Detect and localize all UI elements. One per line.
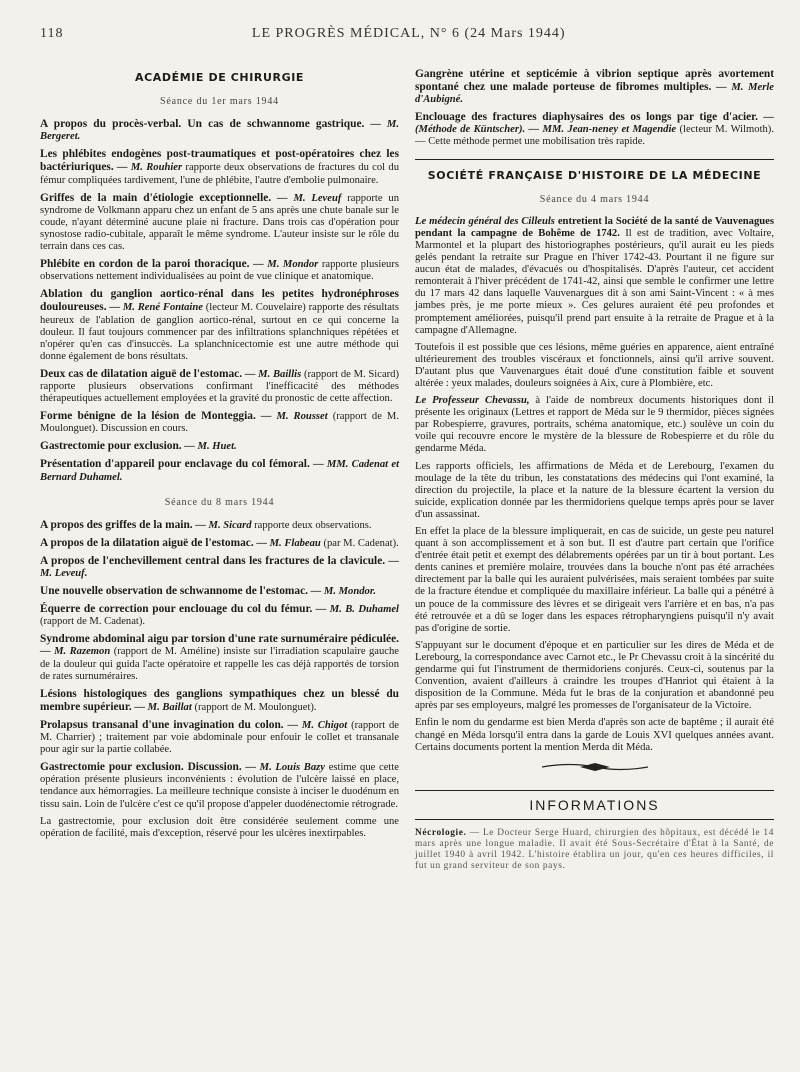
section-title-academie: ACADÉMIE DE CHIRURGIE (134, 71, 305, 84)
informations-block (415, 760, 774, 872)
necrology-text: Nécrologie. — Le Docteur Serge Huard, chirurgien des hôpitaux, est décédé le 14 mars après une longue maladie. Il avait été Sous-Secrétaire d'État à la Santé, de juillet 1940 à avril 1942. L'histoire établira un jour, qu'en ces heures difficiles, il fut un grand serviteur de son pays. (415, 827, 774, 871)
article-item: Ablation du ganglion aortico-rénal dans les petites hydronéphroses douloureuses. — M. René Fontaine (lecteur M. Couvelaire) rapporte des résultats heureux de l'ablation de ganglion aortico-rénal, surtout en ce qui concerne la douleur. Il faut toujours commencer par des infiltrations splanchniques répétées et n'opérer qu'en cas d'insuccès. La splanchnicectomie est une autre méthode qui donne également de bons résultats. (40, 288, 399, 362)
info-rule (415, 819, 774, 820)
informations-title: INFORMATIONS (529, 796, 660, 813)
info-rule (415, 790, 774, 791)
running-header (40, 26, 774, 48)
seance-date: Séance du 1er mars 1944 (160, 96, 279, 108)
paragraph: Les rapports officiels, les affirmations de Méda et de Lerebourg, l'examen du moulage de la tête du tribun, les constatations des médecins qui l'ont examiné, la direction du projectile, la place et la nature de la blessure écartent la version du suicide, explication donnée par les thermidoriens quelque temps après pour se laver d'un assassinat. (415, 460, 774, 520)
page-number: 118 (40, 26, 64, 41)
article-item: A propos du procès-verbal. Un cas de schwannome gastrique. — M. Bergeret. (40, 118, 399, 143)
seance-date: Séance du 8 mars 1944 (164, 496, 275, 508)
article-item: Phlébite en cordon de la paroi thoracique. — M. Mondor rapporte plusieurs observations nettement individualisées au point de vue clinique et anatomique. (40, 258, 399, 283)
article-item: Enclouage des fractures diaphysaires des os longs par tige d'acier. — (Méthode de Küntscher). — MM. Jean-neney et Magendie (lecteur M. Wilmoth). — Cette méthode permet une mobilisation très rapide. (415, 111, 774, 148)
ornament-icon (540, 760, 650, 774)
article-item: Gastrectomie pour exclusion. — M. Huet. (40, 440, 237, 453)
article-item: Forme bénigne de la lésion de Monteggia. — M. Rousset (rapport de M. Moulonguet). Discussion en cours. (40, 410, 399, 435)
article-item: Gastrectomie pour exclusion. Discussion. — M. Louis Bazy estime que cette opération présente plusieurs inconvénients : évolution de l'ulcère laissé en place, tendance aux hémorragies. La meilleure technique consiste à inciser le duodénum en tissu sain. Loin de l'ulcère c'est ce qu'il propose d'appeler duodénectomie rétrograde. (40, 761, 399, 810)
paragraph: Le Professeur Chevassu, à l'aide de nombreux documents historiques dont il présente les originaux (Lettres et rapport de Méda sur le 9 thermidor, pièces signées par Robespierre, gravures, portraits, schéma anatomique, etc.) soulève un coin du voile qui recouvre encore le mystère de la blessure de Robespierre et du rôle du gendarme Méda. (415, 395, 774, 455)
article-item: Les phlébites endogènes post-traumatiques et post-opératoires chez les bactériuriques. — M. Rouhier rapporte deux observations de fractures du col du fémur compliquées tardivement, l'une de phlébite, l'autre d'embolie pulmonaire. (40, 148, 399, 186)
seance-date: Séance du 4 mars 1944 (539, 193, 650, 205)
paragraph: La gastrectomie, pour exclusion doit être considérée seulement comme une opération de facilité, mais d'exception, réservé pour les ulcères inextirpables. (40, 815, 399, 839)
journal-title: LE PROGRÈS MÉDICAL, N° 6 (24 Mars 1944) (251, 26, 566, 41)
paragraph: Le médecin général des Cilleuls entretient la Société de la santé de Vauvenagues pendant la campagne de Bohême de 1742. Il est de tradition, avec Voltaire, Marmontel et la plupart des historiographes postérieurs, qu'il aurait eu les pieds gelés pendant la retraite sur Prague en l'hiver 1742-43. Pourtant il ne figure sur aucun état de malades, d'évacués ou d'hospitalisés. D'après l'auteur, cet accident remonterait à l'hiver précédent de 1741-42, ainsi que semble le confirmer une lettre du 17 mars 42 dans laquelle Vauvenargues dit à son ami Saint-Vincent : « à mes jambes près, je me porte mieux ». Ces gelures auraient été peu profondes et promptement améliorées, puisqu'il prend part ensuite à la retraite de Prague et à la campagne d'Allemagne. (415, 215, 774, 336)
ornament-divider (415, 760, 774, 774)
paragraph: Enfin le nom du gendarme est bien Merda d'après son acte de baptême ; il aurait été changé en Méda lorsqu'il entra dans la garde de Louis XVI quelques années avant. Certains documents portent la mention Merda dit Méda. (415, 717, 774, 753)
section-title-histoire: SOCIÉTÉ FRANÇAISE D'HISTOIRE DE LA MÉDECINE (427, 168, 762, 182)
article-item: Lésions histologiques des ganglions sympathiques chez un blessé du membre supérieur. — M. Baillat (rapport de M. Moulonguet). (40, 687, 399, 713)
right-column (415, 68, 774, 877)
article-item: Griffes de la main d'étiologie exceptionnelle. — M. Leveuf rapporte un syndrome de Volkmann apparu chez un enfant de 5 ans après une chute banale sur le coude, n'ayant déterminé aucune plaie ni fracture. Dans trois cas d'opération pour synostose radio-cubitale, apparaît le même syndrome. L'auteur insiste sur le rôle du terrain dans ces cas. (40, 191, 399, 253)
article-item: Une nouvelle observation de schwannome de l'estomac. — M. Mondor. (40, 585, 377, 598)
article-item: A propos des griffes de la main. — M. Sicard rapporte deux observations. (40, 518, 372, 531)
paragraph: Toutefois il est possible que ces lésions, même guéries en apparence, aient entraîné ultérieurement des troubles viscéraux et fonctionnels, ainsi qu'il arrive souvent. D'autant plus que Vauvenargues était doué d'une constitution faible et souvent altérée : yeux malades, douleurs soignées à Aix, cure à Plombière, etc. (415, 341, 774, 389)
article-item: Présentation d'appareil pour enclavage du col fémoral. — MM. Cadenat et Bernard Duhamel. (40, 458, 400, 483)
paragraph: S'appuyant sur le document d'époque et en particulier sur les dires de Méda et de Lerebourg, la correspondance avec Carnot etc., le Pr Chevassu croit à la sincérité du gendarme qui fut l'instrument de thermidoriens conjurés. Ceux-ci, soutenus par la Convention, avaient d'ailleurs à craindre les troupes d'Hanriot qui étaient à la disposition de la Commune. Méda fut le bras de la conjuration et abandonné peu après par ses employeurs, malgré les promesses de l'organisateur de la Victoire. (415, 639, 774, 712)
article-item: A propos de l'enchevillement central dans les fractures de la clavicule. — M. Leveuf. (40, 554, 399, 579)
paragraph: En effet la place de la blessure impliquerait, en cas de suicide, un geste peu naturel quant à son accomplissement et à son but. Il est d'autre part certain que l'orifice d'entrée était petit et exempt des délabrements opérées par un tir à bout portant. Les dents canines et première molaire, trouvées dans la bouche n'ont pas été arrachées directement par la balle qui les auraient pulvérisées, mais seraient tombées par suite de la fracture étendue et compliquée du maxillaire inférieur. La balle qui a pénétré à un pouce de la commissure des lèvres et se dirigeait vers l'arrière et en bas, n'a pas été retrouvée et a dû se loger dans les espaces rétropharyngiens puisqu'il n'y avait pas d'origine de sortie. (415, 526, 774, 634)
article-item: A propos de la dilatation aiguë de l'estomac. — M. Flabeau (par M. Cadenat). (40, 536, 399, 549)
article-item: Deux cas de dilatation aiguë de l'estomac. — M. Baillis (rapport de M. Sicard) rapporte plusieurs observations confirmant l'inefficacité des méthodes thérapeutiques actuellement employées et la gravité du pronostic de cette affection. (40, 367, 399, 405)
section-divider (415, 159, 774, 160)
article-item: Équerre de correction pour enclouage du col du fémur. — M. B. Duhamel (rapport de M. Cadenat). (40, 603, 399, 628)
article-item: Syndrome abdominal aigu par torsion d'une rate surnuméraire pédiculée. — M. Razemon (rapport de M. Améline) insiste sur l'irradiation scapulaire gauche de la douleur qui guida l'acte opératoire et rappelle les cas déjà rapportés de torsion de rates surnuméraires. (40, 633, 399, 682)
article-item: Gangrène utérine et septicémie à vibrion septique après avortement spontané chez une malade porteuse de fibromes multiples. — M. Merle d'Aubigné. (415, 68, 774, 106)
article-item: Prolapsus transanal d'une invagination du colon. — M. Chigot (rapport de M. Charrier) ; traitement par voie abdominale pour enfouir le collet et transanale pour agir sur la partie collabée. (40, 718, 399, 756)
left-column (40, 68, 399, 877)
